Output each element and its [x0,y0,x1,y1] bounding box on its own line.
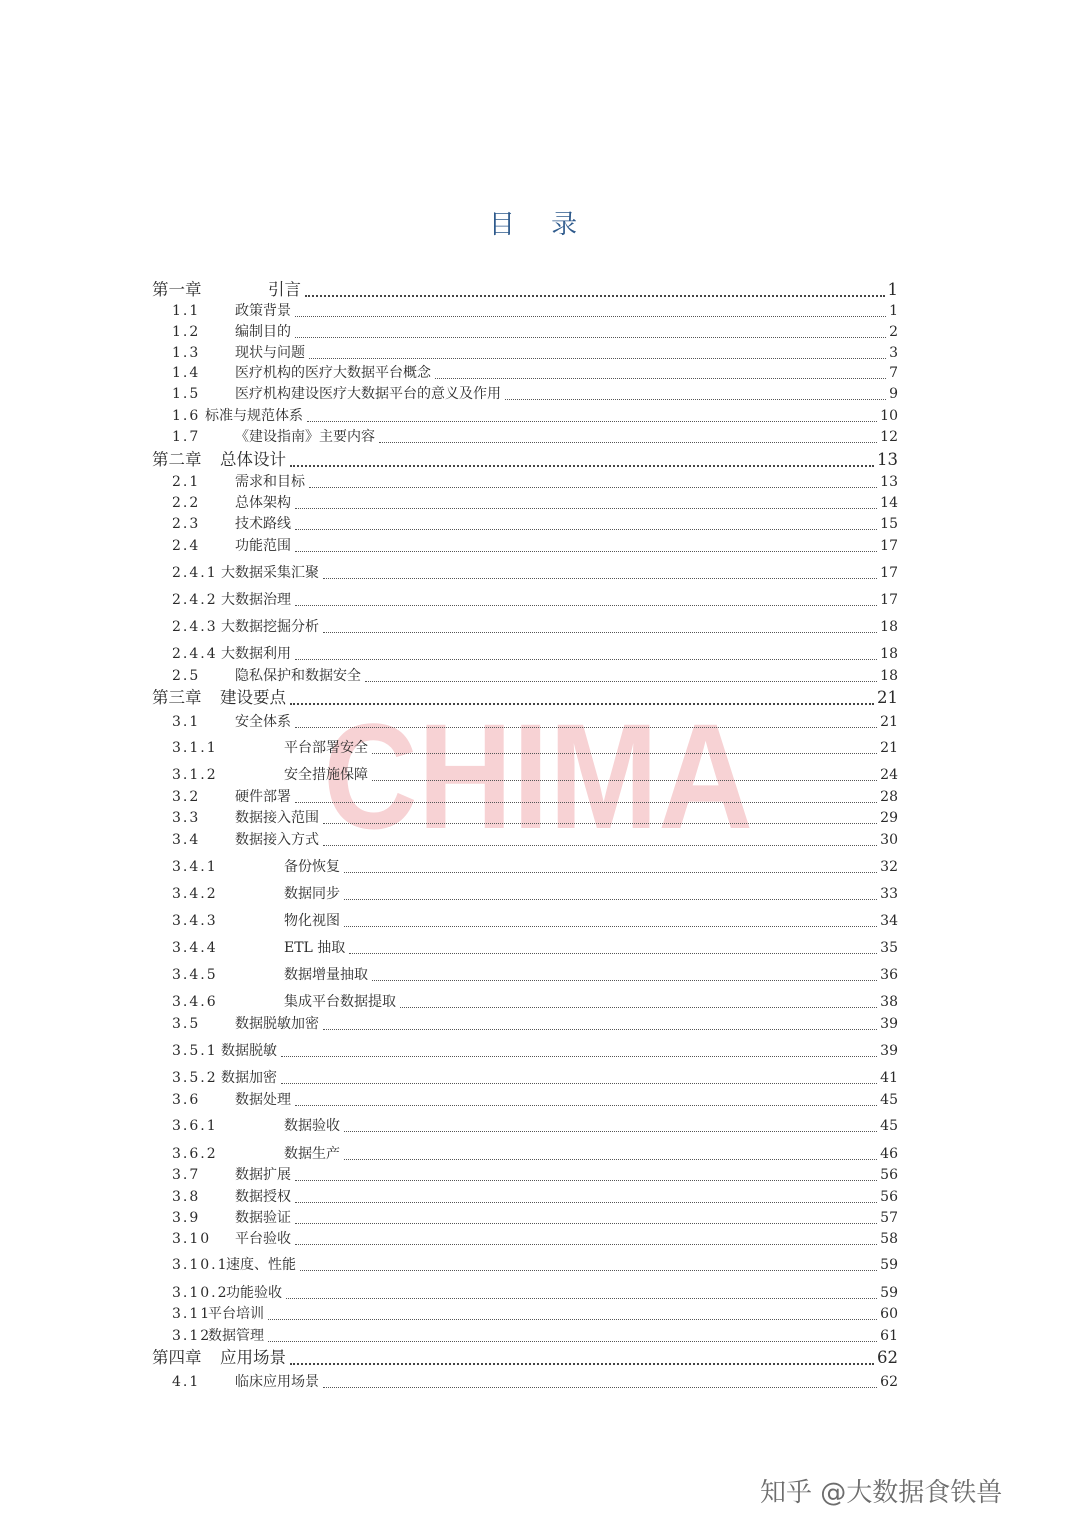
toc-leader-dots [281,1083,877,1084]
toc-title: 数据处理 [235,1092,291,1108]
toc-title: 物化视图 [284,913,340,929]
toc-leader-dots [295,508,877,509]
toc-page-number: 32 [880,859,898,875]
toc-leader-dots [268,1319,877,1320]
toc-number: 2.4.3 [172,619,218,635]
toc-leader-dots [290,465,874,467]
toc-number: 3.9 [172,1210,201,1226]
toc-page-number: 57 [880,1210,898,1226]
toc-leader-dots [323,1387,877,1388]
toc-leader-dots [281,1056,877,1057]
toc-leader-dots [290,1363,874,1365]
toc-page-number: 34 [880,913,898,929]
toc-number: 3.10 [172,1231,212,1247]
toc-page-number: 15 [880,516,898,532]
toc-title: 数据增量抽取 [284,967,368,983]
toc-title: 集成平台数据提取 [284,994,396,1010]
toc-title: ETL 抽取 [284,940,346,956]
toc-number: 1.5 [172,386,201,402]
toc-leader-dots [295,337,886,338]
toc-title: 技术路线 [235,516,291,532]
toc-number: 2.4 [172,538,201,554]
toc-page-number: 7 [889,365,898,381]
toc-leader-dots [295,659,877,660]
toc-page-number: 59 [880,1257,898,1273]
toc-entry-row[interactable] [0,935,1080,957]
toc-number: 第三章 [152,688,202,707]
toc-leader-dots [295,802,877,803]
toc-entry-row[interactable] [0,641,1080,663]
toc-number: 3.4.6 [172,994,218,1010]
toc-title: 现状与问题 [235,345,305,361]
toc-number: 3.2 [172,789,201,805]
toc-page-number: 10 [880,408,898,424]
toc-entry-row[interactable] [0,533,1080,555]
toc-entry-row[interactable] [0,587,1080,609]
toc-title: 数据管理 [208,1328,264,1344]
toc-leader-dots [295,1105,877,1106]
toc-page-number: 46 [880,1146,898,1162]
toc-leader-dots [365,681,877,682]
toc-page-number: 1 [889,303,898,319]
toc-page-number: 3 [889,345,898,361]
toc-entry-row[interactable] [0,1252,1080,1274]
toc-title: 数据脱敏加密 [235,1016,319,1032]
toc-page-number: 18 [880,668,898,684]
toc-entry-row[interactable] [0,614,1080,636]
toc-title: 数据同步 [284,886,340,902]
toc-entry-row[interactable] [0,908,1080,930]
toc-title: 数据加密 [221,1070,277,1086]
toc-chapter-row[interactable] [0,1346,1080,1368]
toc-page-number: 1 [887,280,898,299]
toc-title: 临床应用场景 [235,1374,319,1390]
toc-title: 硬件部署 [235,789,291,805]
toc-leader-dots [268,1341,877,1342]
toc-page-number: 17 [880,592,898,608]
toc-leader-dots [344,1159,877,1160]
toc-number: 1.1 [172,303,201,319]
source-attribution: 知乎 @大数据食铁兽 [760,1478,1003,1508]
toc-page-number: 30 [880,832,898,848]
toc-page-number: 29 [880,810,898,826]
toc-number: 3.3 [172,810,201,826]
toc-title: 医疗机构建设医疗大数据平台的意义及作用 [235,386,501,402]
toc-number: 2.4.2 [172,592,218,608]
toc-number: 3.5.1 [172,1043,218,1059]
toc-page-number: 59 [880,1285,898,1301]
toc-page-number: 56 [880,1189,898,1205]
toc-entry-row[interactable] [0,805,1080,827]
toc-number: 3.4.2 [172,886,218,902]
toc-page-number: 39 [880,1016,898,1032]
toc-title: 大数据治理 [221,592,291,608]
toc-entry-row[interactable] [0,854,1080,876]
toc-page-number: 58 [880,1231,898,1247]
toc-entry-row[interactable] [0,1301,1080,1323]
toc-entry-row[interactable] [0,784,1080,806]
toc-number: 2.1 [172,474,201,490]
toc-leader-dots [349,953,877,954]
toc-title: 大数据挖掘分析 [221,619,319,635]
toc-entry-row[interactable] [0,360,1080,382]
toc-number: 3.4.5 [172,967,218,983]
toc-number: 第四章 [152,1348,202,1367]
toc-leader-dots [286,1298,877,1299]
toc-number: 4.1 [172,1374,201,1390]
toc-number: 2.5 [172,668,201,684]
toc-page-number: 14 [880,495,898,511]
toc-leader-dots [290,703,874,705]
toc-title: 速度、性能 [226,1257,296,1273]
toc-entry-row[interactable] [0,709,1080,731]
toc-number: 3.11 [172,1306,212,1322]
toc-number: 1.6 [172,408,201,424]
page-title: 目 录 [488,210,592,240]
toc-leader-dots [344,1131,877,1132]
toc-title: 数据接入方式 [235,832,319,848]
toc-number: 1.4 [172,365,201,381]
toc-title: 安全措施保障 [284,767,368,783]
toc-leader-dots [323,578,877,579]
toc-number: 3.4.4 [172,940,218,956]
toc-entry-row[interactable] [0,735,1080,757]
toc-leader-dots [372,753,877,754]
toc-page-number: 18 [880,619,898,635]
toc-entry-row[interactable] [0,1369,1080,1391]
toc-title: 数据生产 [284,1146,340,1162]
toc-title: 引言 [268,280,301,299]
toc-chapter-row[interactable] [0,448,1080,470]
toc-leader-dots [295,1180,877,1181]
toc-leader-dots [435,378,886,379]
toc-page-number: 12 [880,429,898,445]
toc-page-number: 17 [880,565,898,581]
toc-entry-row[interactable] [0,319,1080,341]
toc-leader-dots [505,399,886,400]
toc-page-number: 28 [880,789,898,805]
toc-entry-row[interactable] [0,827,1080,849]
toc-entry-row[interactable] [0,881,1080,903]
toc-leader-dots [295,1202,877,1203]
toc-page-number: 39 [880,1043,898,1059]
toc-number: 2.4.4 [172,646,218,662]
toc-page-number: 62 [880,1374,898,1390]
toc-leader-dots [295,1244,877,1245]
toc-entry-row[interactable] [0,1323,1080,1345]
toc-entry-row[interactable] [0,340,1080,362]
toc-page-number: 17 [880,538,898,554]
toc-page-number: 21 [880,714,898,730]
toc-page-number: 18 [880,646,898,662]
toc-title: 《建设指南》主要内容 [235,429,375,445]
toc-number: 1.7 [172,429,201,445]
toc-title: 大数据采集汇聚 [221,565,319,581]
toc-number: 3.6 [172,1092,201,1108]
toc-page-number: 21 [880,740,898,756]
toc-title: 安全体系 [235,714,291,730]
toc-title: 总体设计 [220,450,286,469]
toc-page-number: 61 [880,1328,898,1344]
toc-chapter-row[interactable] [0,686,1080,708]
toc-entry-row[interactable] [0,560,1080,582]
toc-title: 总体架构 [235,495,291,511]
toc-entry-row[interactable] [0,424,1080,446]
toc-number: 2.4.1 [172,565,218,581]
toc-title: 平台培训 [208,1306,264,1322]
toc-leader-dots [323,1029,877,1030]
toc-leader-dots [309,358,886,359]
toc-title: 功能验收 [226,1285,282,1301]
toc-entry-row[interactable] [0,1011,1080,1033]
toc-leader-dots [295,551,877,552]
toc-entry-row[interactable] [0,1038,1080,1060]
toc-number: 3.1 [172,714,201,730]
toc-title: 功能范围 [235,538,291,554]
toc-number: 3.4.1 [172,859,218,875]
toc-page-number: 45 [880,1092,898,1108]
toc-page-number: 2 [889,324,898,340]
toc-leader-dots [379,442,877,443]
toc-number: 2.3 [172,516,201,532]
toc-leader-dots [295,1223,877,1224]
toc-title: 数据授权 [235,1189,291,1205]
toc-title: 大数据利用 [221,646,291,662]
toc-title: 数据验收 [284,1118,340,1134]
toc-number: 3.7 [172,1167,201,1183]
toc-entry-row[interactable] [0,1184,1080,1206]
toc-leader-dots [372,980,877,981]
toc-number: 3.12 [172,1328,212,1344]
toc-page-number: 62 [877,1348,898,1367]
toc-leader-dots [307,421,877,422]
toc-leader-dots [372,780,877,781]
toc-number: 3.1.2 [172,767,218,783]
toc-number: 1.3 [172,345,201,361]
toc-title: 数据脱敏 [221,1043,277,1059]
toc-entry-row[interactable] [0,298,1080,320]
toc-entry-row[interactable] [0,469,1080,491]
toc-title: 数据扩展 [235,1167,291,1183]
watermark-text: CHIMA [323,692,753,850]
toc-title: 标准与规范体系 [205,408,303,424]
toc-number: 3.5.2 [172,1070,218,1086]
toc-leader-dots [323,823,877,824]
toc-leader-dots [295,727,877,728]
toc-page-number: 13 [877,450,898,469]
toc-title: 平台部署安全 [284,740,368,756]
toc-entry-row[interactable] [0,989,1080,1011]
toc-number: 3.10.2 [172,1285,229,1301]
toc-entry-row[interactable] [0,1065,1080,1087]
toc-title: 备份恢复 [284,859,340,875]
toc-title: 需求和目标 [235,474,305,490]
toc-number: 3.4.3 [172,913,218,929]
toc-page-number: 36 [880,967,898,983]
toc-page-number: 33 [880,886,898,902]
toc-leader-dots [344,872,877,873]
toc-entry-row[interactable] [0,511,1080,533]
toc-leader-dots [295,529,877,530]
toc-title: 平台验收 [235,1231,291,1247]
toc-entry-row[interactable] [0,1162,1080,1184]
toc-page-number: 21 [877,688,898,707]
toc-entry-row[interactable] [0,1280,1080,1302]
toc-page-number: 56 [880,1167,898,1183]
toc-number: 第二章 [152,450,202,469]
toc-number: 3.1.1 [172,740,218,756]
toc-entry-row[interactable] [0,381,1080,403]
toc-number: 3.8 [172,1189,201,1205]
toc-entry-row[interactable] [0,403,1080,425]
toc-title: 政策背景 [235,303,291,319]
toc-chapter-row[interactable] [0,278,1080,300]
toc-title: 数据接入范围 [235,810,319,826]
toc-title: 数据验证 [235,1210,291,1226]
toc-title: 应用场景 [220,1348,286,1367]
toc-number: 3.10.1 [172,1257,229,1273]
toc-leader-dots [305,295,885,297]
toc-leader-dots [344,926,877,927]
toc-entry-row[interactable] [0,1087,1080,1109]
toc-page-number: 45 [880,1118,898,1134]
toc-page-number: 13 [880,474,898,490]
toc-entry-row[interactable] [0,1141,1080,1163]
toc-leader-dots [300,1270,877,1271]
toc-leader-dots [400,1007,877,1008]
toc-title: 隐私保护和数据安全 [235,668,361,684]
toc-entry-row[interactable] [0,962,1080,984]
toc-entry-row[interactable] [0,663,1080,685]
toc-entry-row[interactable] [0,490,1080,512]
toc-leader-dots [295,605,877,606]
toc-number: 3.6.2 [172,1146,218,1162]
toc-title: 编制目的 [235,324,291,340]
toc-page-number: 24 [880,767,898,783]
toc-page-number: 35 [880,940,898,956]
toc-title: 建设要点 [220,688,286,707]
toc-entry-row[interactable] [0,1205,1080,1227]
toc-leader-dots [323,845,877,846]
toc-leader-dots [295,316,886,317]
toc-number: 3.6.1 [172,1118,218,1134]
toc-leader-dots [323,632,877,633]
toc-entry-row[interactable] [0,1113,1080,1135]
toc-number: 3.4 [172,832,201,848]
toc-entry-row[interactable] [0,1226,1080,1248]
toc-leader-dots [344,899,877,900]
toc-page-number: 38 [880,994,898,1010]
toc-page-number: 60 [880,1306,898,1322]
toc-number: 2.2 [172,495,201,511]
toc-page-number: 9 [889,386,898,402]
toc-number: 3.5 [172,1016,201,1032]
toc-entry-row[interactable] [0,762,1080,784]
toc-leader-dots [309,487,877,488]
toc-page-number: 41 [880,1070,898,1086]
toc-title: 医疗机构的医疗大数据平台概念 [235,365,431,381]
toc-number: 第一章 [152,280,202,299]
toc-number: 1.2 [172,324,201,340]
